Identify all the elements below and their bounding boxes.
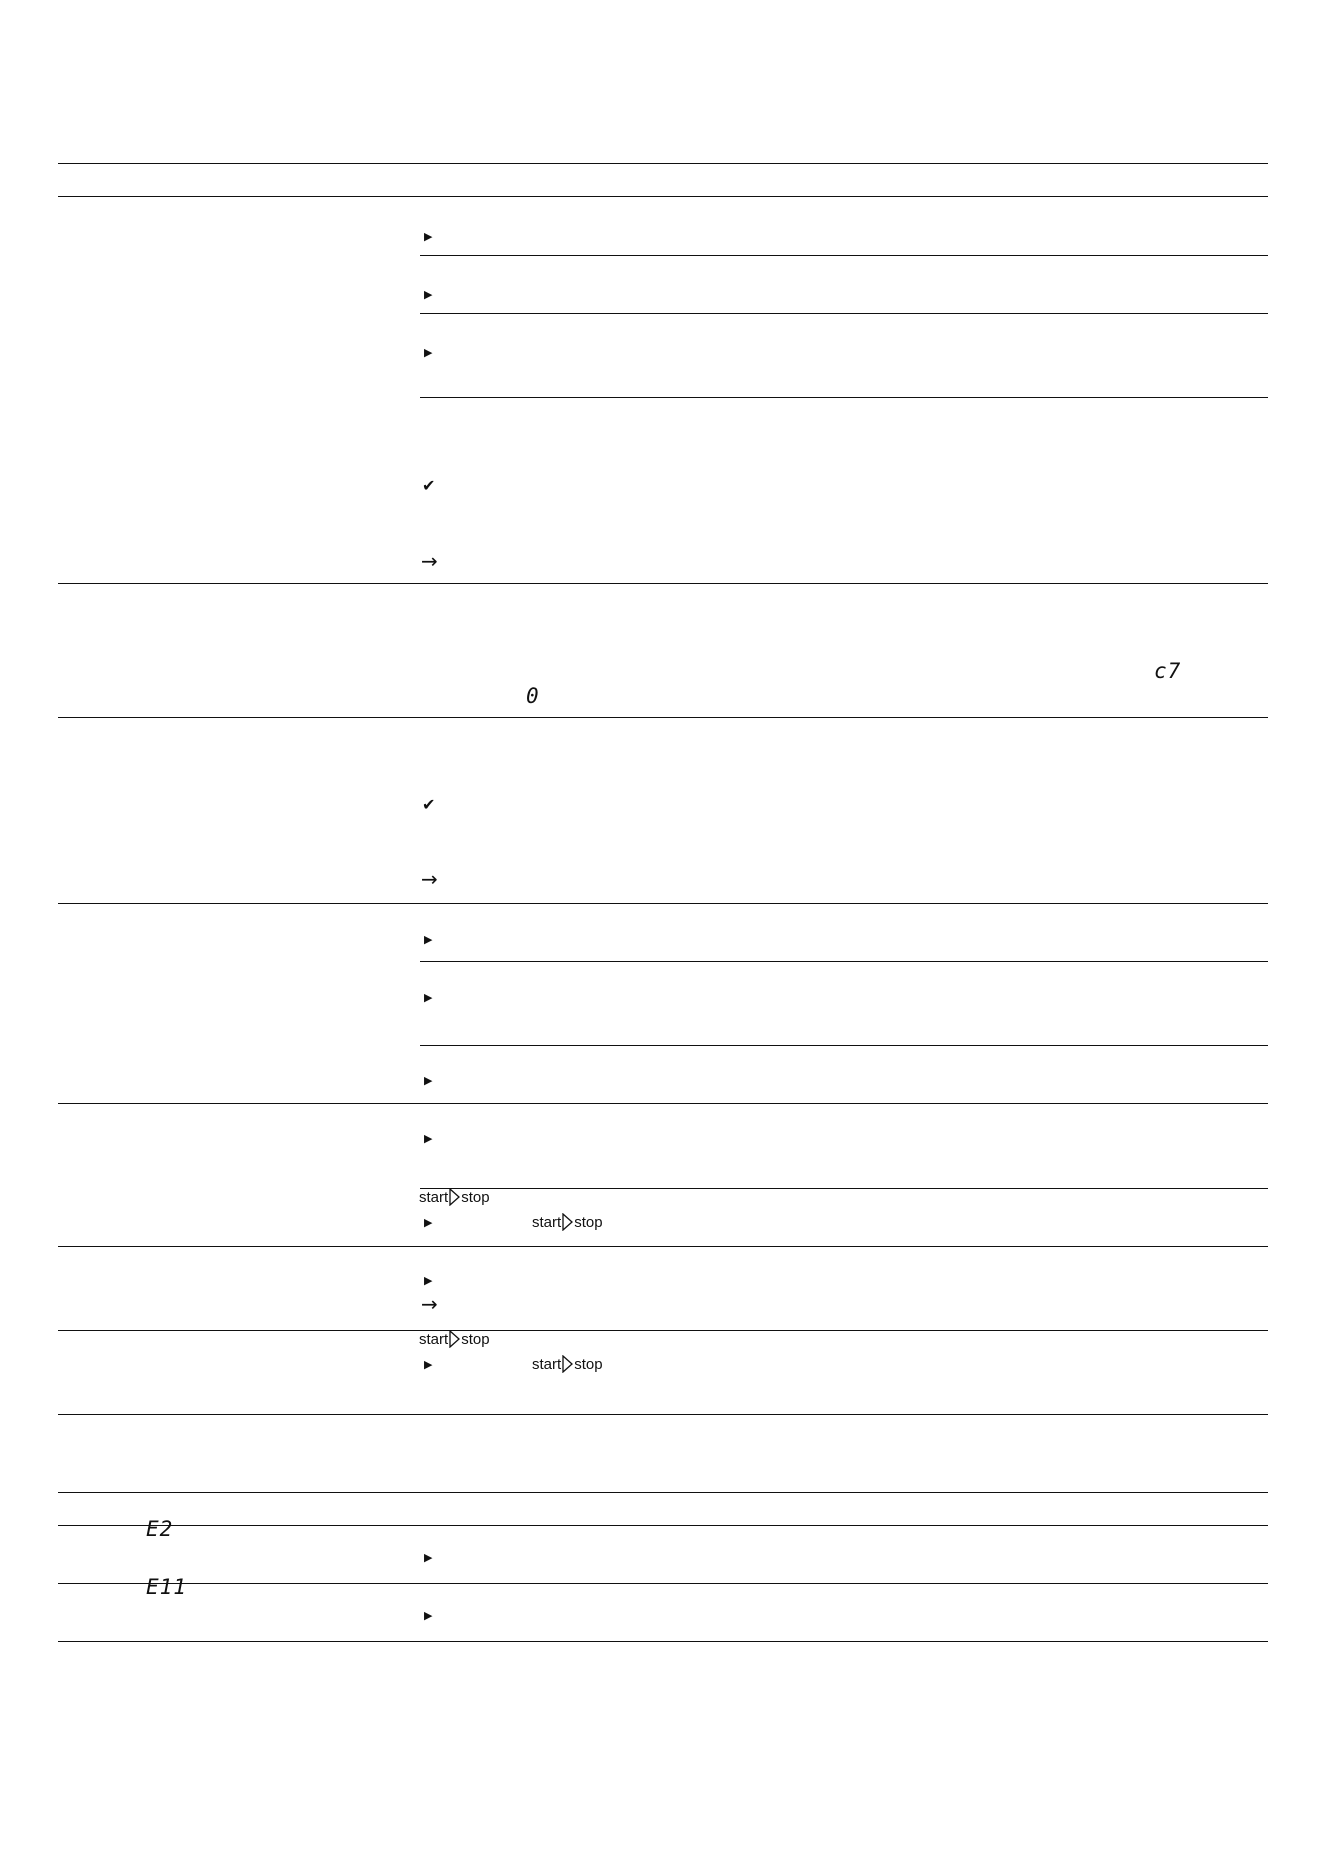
triangle-bullet-icon: ▶ <box>424 347 433 359</box>
display-code-e11: E11 <box>146 1575 187 1599</box>
row-divider <box>420 313 1268 314</box>
row-divider <box>58 1103 1268 1104</box>
display-code-e2: E2 <box>146 1517 174 1541</box>
row-divider <box>420 397 1268 398</box>
triangle-bullet-icon: ▶ <box>424 934 433 946</box>
row-divider <box>58 583 1268 584</box>
start-stop-symbol <box>419 1330 490 1348</box>
row-divider <box>420 1045 1268 1046</box>
section-rule <box>58 1492 1268 1493</box>
triangle-bullet-icon: ▶ <box>424 1552 433 1564</box>
check-icon: ✔ <box>422 795 436 814</box>
display-code-c7: c7 <box>1154 659 1182 683</box>
triangle-bullet-icon: ▶ <box>424 231 433 243</box>
row-divider <box>420 1188 1268 1189</box>
start-stop-symbol <box>532 1213 603 1231</box>
arrow-right-icon: → <box>421 549 438 573</box>
start-stop-symbol <box>419 1188 490 1206</box>
check-icon: ✔ <box>422 476 436 495</box>
section-header-rule <box>58 1525 1268 1526</box>
arrow-right-icon: → <box>421 1292 438 1316</box>
table-bottom-rule <box>58 1641 1268 1642</box>
start-label: start <box>532 1355 562 1373</box>
start-label: start <box>532 1213 562 1231</box>
triangle-bullet-icon: ▶ <box>424 1275 433 1287</box>
triangle-bullet-icon: ▶ <box>424 1610 433 1622</box>
table-top-rule <box>58 163 1268 164</box>
header-rule <box>58 196 1268 197</box>
stop-label: stop <box>574 1213 603 1231</box>
row-divider <box>58 1330 1268 1331</box>
start-stop-symbol <box>532 1355 603 1373</box>
stop-label: stop <box>574 1355 603 1373</box>
play-triangle-icon <box>562 1355 573 1373</box>
triangle-bullet-icon: ▶ <box>424 1075 433 1087</box>
stop-label: stop <box>461 1188 490 1206</box>
start-label: start <box>419 1188 449 1206</box>
display-code-0: 0 <box>526 684 540 708</box>
arrow-right-icon: → <box>421 867 438 891</box>
row-divider <box>58 717 1268 718</box>
triangle-bullet-icon: ▶ <box>424 1217 433 1229</box>
triangle-bullet-icon: ▶ <box>424 1359 433 1371</box>
play-triangle-icon <box>562 1213 573 1231</box>
row-divider <box>420 255 1268 256</box>
triangle-bullet-icon: ▶ <box>424 289 433 301</box>
play-triangle-icon <box>449 1330 460 1348</box>
row-divider <box>58 1246 1268 1247</box>
stop-label: stop <box>461 1330 490 1348</box>
triangle-bullet-icon: ▶ <box>424 992 433 1004</box>
row-divider <box>58 903 1268 904</box>
row-divider <box>58 1414 1268 1415</box>
row-divider <box>58 1583 1268 1584</box>
play-triangle-icon <box>449 1188 460 1206</box>
start-label: start <box>419 1330 449 1348</box>
triangle-bullet-icon: ▶ <box>424 1133 433 1145</box>
row-divider <box>420 961 1268 962</box>
